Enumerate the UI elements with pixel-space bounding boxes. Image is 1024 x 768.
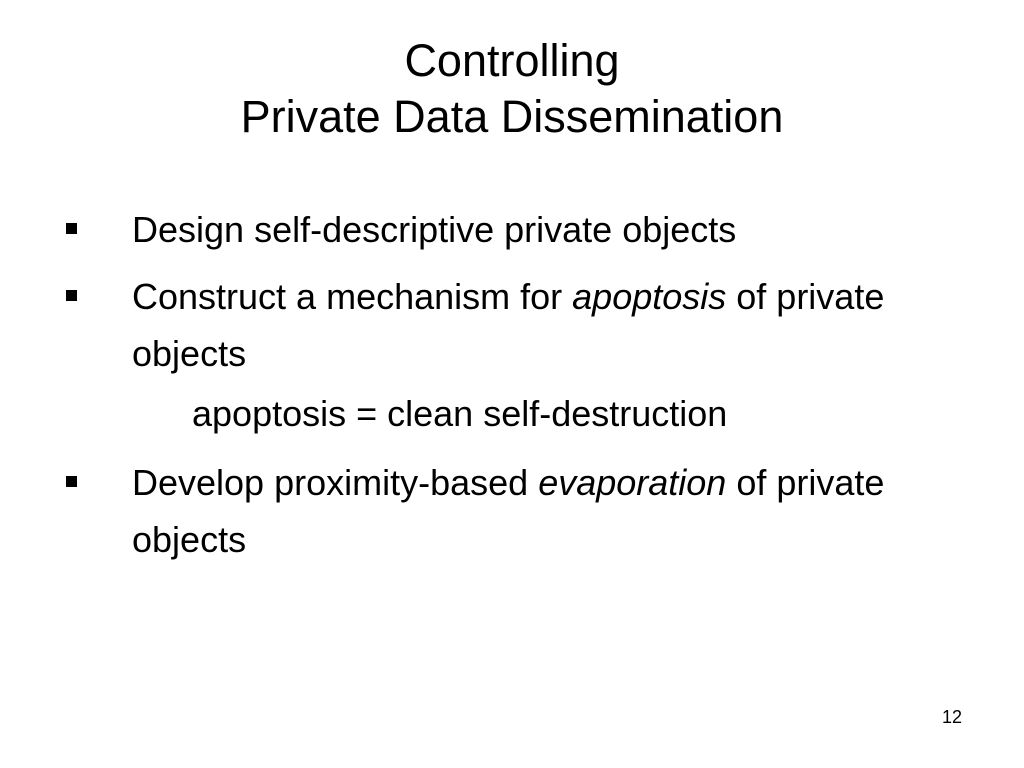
apoptosis-emphasis: apoptosis <box>572 276 727 317</box>
square-bullet-icon <box>66 290 77 301</box>
slide-title-line-2: Private Data Dissemination <box>240 91 784 142</box>
bullet-text-evaporation-before: Develop proximity-based <box>132 462 539 503</box>
square-bullet-icon <box>66 476 77 487</box>
bullet-item-evaporation <box>132 454 962 568</box>
bullet-text-evaporation-after: of private objects <box>132 462 885 560</box>
bullet-item-design <box>132 201 962 258</box>
apoptosis-definition: apoptosis = clean self-destruction <box>192 393 728 434</box>
evaporation-emphasis: evaporation <box>538 462 727 503</box>
bullet-text-apoptosis-before: Construct a mechanism for <box>132 276 573 317</box>
bullet-text-design: Design self-descriptive private objects <box>132 209 737 250</box>
bullet-text-apoptosis-after: of private objects <box>132 276 885 374</box>
bullet-item-apoptosis <box>132 268 962 382</box>
slide-number: 12 <box>941 707 962 727</box>
square-bullet-icon <box>66 223 77 234</box>
slide-title-line-1: Controlling <box>404 35 620 86</box>
